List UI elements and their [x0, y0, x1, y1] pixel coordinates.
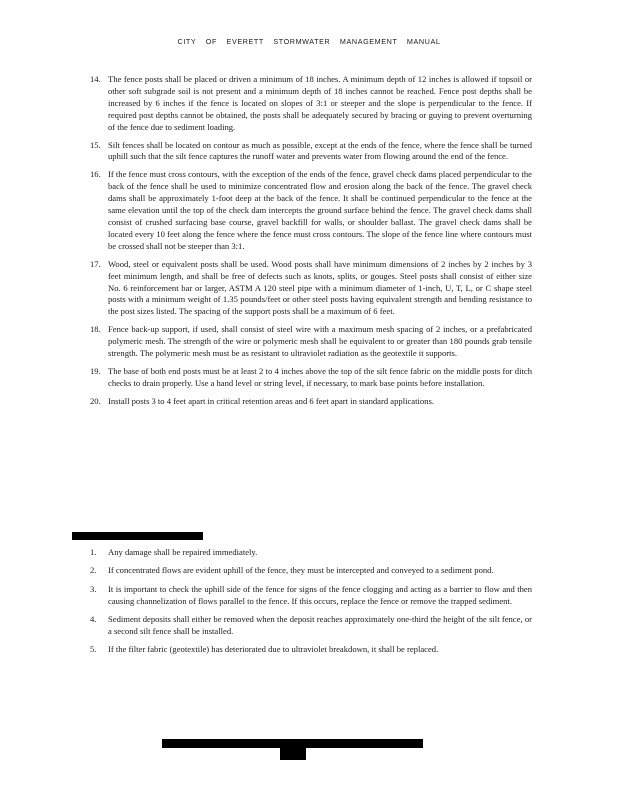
list-item: [90, 324, 532, 360]
list-item: [90, 169, 532, 252]
item-text: It is important to check the uphill side of the fence for signs of the fence clogging and acting as a barrier to flow and then causing channelization of flows parallel to the fence. If this occurs, replace the fence or remove the trapped sediment.: [108, 583, 532, 606]
list-item: [90, 644, 532, 656]
item-text: Wood, steel or equivalent posts shall be used. Wood posts shall have minimum dimensions of 2 inches by 2 inches by 3 feet minimum length, and shall be free of defects such as knots, splits, or gouges. Steel posts shall consist of either size No. 6 reinforcement bar or larger, ASTM A 120 steel pipe with a minimum diameter of 1-inch, U, T, L, or C shape steel posts with a minimum weight of 1.35 pounds/feet or other steel posts having equivalent strength and bending resistance to the post sizes listed. The spacing of the support posts shall be a maximum of 6 feet.: [108, 258, 532, 317]
item-number: 14.: [90, 74, 101, 84]
redacted-page-number: [280, 748, 306, 760]
redacted-section-heading: [72, 532, 203, 540]
redacted-footer-text: [162, 739, 423, 748]
item-text: Silt fences shall be located on contour as much as possible, except at the ends of the fence, where the fence shall be turned uphill such that the silt fence captures the runoff water and prevents water from flowing around the end of the fence.: [108, 139, 532, 162]
item-text: The fence posts shall be placed or driven a minimum of 18 inches. A minimum depth of 12 inches is allowed if topsoil or other soft subgrade soil is not present and a minimum depth of 18 inches cannot be reached. Fence post depths shall be increased by 6 inches if the fence is located on slopes of 3:1 or steeper and the slope is perpendicular to the fence. If required post depths cannot be obtained, the posts shall be adequately secured by bracing or guying to prevent overturning of the fence due to sediment loading.: [108, 74, 532, 132]
item-number: 1.: [90, 547, 97, 557]
item-number: 16.: [90, 169, 101, 180]
item-number: 4.: [90, 614, 97, 625]
item-text: If the filter fabric (geotextile) has deteriorated due to ultraviolet breakdown, it shall be replaced.: [108, 644, 439, 655]
item-number: 18.: [90, 324, 101, 335]
item-number: 2.: [90, 565, 97, 576]
item-number: 17.: [90, 258, 101, 269]
list-item: [90, 547, 532, 559]
list-item: [90, 614, 532, 638]
item-number: 5.: [90, 644, 97, 655]
item-text: The base of both end posts must be at least 2 to 4 inches above the top of the silt fence fabric on the middle posts for ditch checks to drain properly. Use a hand level or string level, if necessary, to mark base points before installation.: [108, 365, 532, 388]
list-item: [90, 584, 532, 608]
list-item: [90, 396, 532, 408]
list-item: [90, 366, 532, 390]
list-item: [90, 565, 532, 577]
running-header: CITY OF EVERETT STORMWATER MANAGEMENT MANUAL: [177, 37, 441, 46]
list-item: [90, 74, 532, 134]
item-text: Sediment deposits shall either be removed when the deposit reaches approximately one-third the height of the silt fence, or a second silt fence shall be installed.: [108, 614, 532, 637]
item-text: Install posts 3 to 4 feet apart in critical retention areas and 6 feet apart in standard applications.: [108, 395, 434, 406]
installation-list: [90, 74, 532, 414]
list-item: [90, 259, 532, 319]
item-number: 20.: [90, 395, 101, 406]
item-number: 3.: [90, 583, 97, 594]
item-text: If concentrated flows are evident uphill of the fence, they must be intercepted and conveyed to a sediment pond.: [108, 565, 494, 576]
item-text: Fence back-up support, if used, shall consist of steel wire with a maximum mesh spacing of 2 inches, or a prefabricated polymeric mesh. The strength of the wire or polymeric mesh shall be equivalent to or greater than 180 pounds grab tensile strength. The polymeric mesh must be as resistant to ultraviolet radiation as the geotextile it supports.: [108, 324, 532, 359]
item-number: 15.: [90, 139, 101, 150]
item-text: Any damage shall be repaired immediately.: [108, 547, 258, 557]
item-number: 19.: [90, 365, 101, 376]
list-item: [90, 140, 532, 164]
maintenance-list: [90, 547, 532, 663]
item-text: If the fence must cross contours, with the exception of the ends of the fence, gravel check dams placed perpendicular to the back of the fence shall be used to minimize concentrated flow and erosion along the back of the fence. The gravel check dams shall be approximately 1-foot deep at the back of the fence. It shall be continued perpendicular to the fence at the same elevation until the top of the check dam intercepts the ground surface behind the fence. The gravel check dams shall consist of crushed surfacing base course, gravel backfill for walls, or shoulder ballast. The gravel check dams shall be located every 10 feet along the fence where the fence must cross contours. The slope of the fence line where contours must be crossed shall not be steeper than 3:1.: [108, 169, 532, 251]
